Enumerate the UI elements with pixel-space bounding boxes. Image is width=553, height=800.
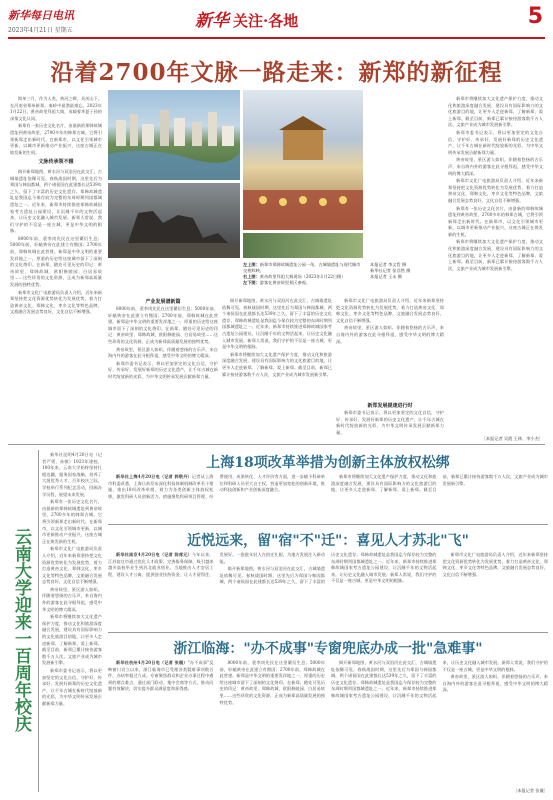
horse-statue-photo	[108, 183, 240, 258]
paragraph: 新郑市委书记表示，将以更加坚定的文化自信，守护好、传承好、发展好新郑的历史文化遗产，让千年古城在新时代绽放新的光彩，为中华文明传承发展贡献新郑力量。	[108, 360, 218, 379]
story-headline: 浙江临海："办不成事"专窗兜底办成一批"急难事"	[173, 641, 483, 657]
byline: 新华社南京4月20日电（记者 陈席元）	[116, 552, 192, 557]
main-headline: 沿着2700年文脉一路走来：新郑的新征程	[50, 59, 503, 86]
story-divider	[108, 632, 548, 633]
paragraph: 新郑市文化广电旅游局负责人介绍，近年来新郑坚持把文化资源优势转化为发展优势，着力打造黄帝文化、郑韩文化、枣乡文化等特色品牌，文旅融合发展态势良好，文化自信不断增强。	[448, 178, 543, 203]
paragraph	[108, 474, 325, 500]
ceremony-photo	[243, 90, 363, 230]
paper-brand: 新华每日电讯	[8, 9, 74, 22]
caption-line	[243, 262, 363, 274]
story-headline: 上海18项改革举措为创新主体放权松绑	[206, 455, 450, 471]
article-column-3	[222, 298, 332, 432]
paragraph	[108, 660, 214, 693]
photo-credit: 本报记者 王永 摄	[370, 274, 402, 279]
story-body	[108, 474, 548, 520]
article-column-2	[108, 306, 218, 432]
paragraph: 8000年前，裴李岗先民在这里繁衍生息；5000年前，轩辕黄帝在此建立有熊国；2700年前，郑韩故城在此营建。新郑是中华文明的重要发祥地之一，厚重的历史给这座城市留下了深刻的文化烙印。在新郑，随处可见历史的印记：黄帝故里、郑韩故城、欧阳修陵园、白居易故里……这些珍贵的文化资源，正成为新郑高质量发展的独特优势。	[10, 235, 102, 288]
paragraph: 黄帝故里，景区游人如织。伴随着悠扬的古乐声，来自海内外的游客在此寻根拜祖，感受中华文明的博大精深。	[108, 346, 218, 359]
sidebar-article	[42, 452, 102, 792]
article-column-right	[448, 96, 543, 432]
subheading: 新郑发展提速进行时	[367, 403, 413, 409]
paragraph: 新郑有一张历史文化名片，由最新的郑韩故城遗址到黄帝故里，2700多年的韩郑古城，它将引领新郑走出新时代。在新郑市，以文化引领城市更新，以城市更新推动产业振兴，这座古城正在焕发新的生机。	[42, 499, 102, 544]
paragraph: 新郑市文化广电旅游局负责人介绍，近年来新郑坚持把文化资源优势转化为发展优势，着力打造黄帝文化、郑韩文化、枣乡文化等特色品牌，文旅融合发展态势良好，文化自信不断增强。	[10, 289, 102, 315]
section-divider	[8, 444, 545, 445]
issue-date: 2023年4月21日 星期五	[8, 27, 73, 34]
paragraph: 8000年前，裴李岗先民在这里繁衍生息；5000年前，轩辕黄帝在此建立有熊国；2700年前，郑韩故城在此营建。新郑是中华文明的重要发祥地之一，厚重的历史给这座城市留下了深刻的文化烙印。在新郑，随处可见历史的印记：黄帝故里、郑韩故城、欧阳修陵园、白居易故里……这些珍贵的文化资源，正成为新郑高质量发展的独特优势。	[108, 306, 218, 344]
paragraph: 简单三月，作为人类，黄河之畔，具茨山下，在河南省郑州新郑，秦岭中最潜最难忘，2023年1月22日，黄帝故里拜祖大典，承载着华夏子孙的深情文化认同。	[10, 96, 102, 121]
caption-label: 左上图：	[243, 262, 260, 267]
story-body	[108, 660, 548, 788]
story-body	[108, 552, 548, 628]
city-illustration	[108, 90, 240, 180]
statue-illustration	[108, 183, 240, 258]
story-headline: 近悦远来，留"宿"不"迁"：喜见人才苏北"飞"	[187, 533, 469, 549]
story-text: 记者从上海市科委获悉，上海日前发布深化科技体制机制改革若干措施，推出18项改革举措，着力为各类创新主体放权松绑，激发科研人员创新活力。措施聚焦科研项目管理、经费使用、成果转化、人才评价等方面，进一步赋予科研单位和科研人员更大自主权，营造更加宽松的创新环境，推动科技创新和产业创新深度融合。	[108, 474, 325, 499]
article-column-1	[10, 96, 102, 432]
paragraph: 新华社昆明4月20日电（记者严勇、孙敏）1923年建校，100年来，云南大学始终坚持扎根边疆、服务国家战略，培养了大批优秀人才。百年校庆之际，学校举行系列纪念活动，回顾办学历程，展望未来发展。	[42, 452, 102, 497]
story-credit: ［本报记者 张璇］	[513, 788, 548, 793]
paragraph: 黄帝故里，景区游人如织。伴随着悠扬的古乐声，来自海内外的游客在此寻根拜祖，感受中华文明的博大精深。	[42, 586, 102, 612]
paragraph: 新郑市委书记表示，将以更加坚定的文化自信，守护好、传承好、发展好新郑的历史文化遗产，让千年古城在新时代绽放新的光彩，为中华文明传承发展贡献新郑力量。	[336, 410, 444, 435]
article-column-4	[336, 298, 444, 398]
paragraph: 新郑市将继续加大文化遗产保护力度，推动文化和旅游深度融合发展，建设具有国际影响力的文化旅游目的地，让更多人走进新郑、了解新郑、爱上新郑。截至目前，新郑已累计接待游客数千万人次，文旅产业成为城市发展新引擎。	[331, 474, 548, 493]
section-title	[195, 6, 298, 31]
paragraph: 新郑市将继续加大文化遗产保护力度，推动文化和旅游深度融合发展，建设具有国际影响力的文化旅游目的地，让更多人走进新郑、了解新郑、爱上新郑。截至目前，新郑已累计接待游客数千万人次，文旅产业成为城市发展新引擎。	[448, 96, 543, 128]
paragraph: 黄帝故里，景区游人如织。伴随着悠扬的古乐声，来自海内外的游客在此寻根拜祖，感受中华文明的博大精深。	[336, 325, 444, 344]
photo-credit: 新华社记者 张浩然 摄	[370, 268, 411, 273]
paragraph: 新郑市文化广电旅游局负责人介绍，近年来新郑坚持把文化资源优势转化为发展优势，着力打造黄帝文化、郑韩文化、枣乡文化等特色品牌，文旅融合发展态势良好，文化自信不断增强。	[336, 298, 444, 323]
paragraph: 新郑市文化广电旅游局负责人介绍，近年来新郑坚持把文化资源优势转化为发展优势，着力打造黄帝文化、郑韩文化、枣乡文化等特色品牌，文旅融合发展态势良好，文化自信不断增强。	[42, 546, 102, 585]
city-aerial-photo	[108, 90, 240, 180]
caption-line	[243, 280, 363, 286]
paragraph: 新郑有一张历史文化名片，由最新的郑韩故城遗址到黄帝故里，2700多年的韩郑古城，它将引领新郑走出新时代。在新郑市，以文化引领城市更新，以城市更新推动产业振兴，这座古城正在焕发新的生机。	[10, 123, 102, 155]
article-column-4b	[336, 410, 444, 435]
story-text: "办不成事"反映窗口设立以来，浙江临海市已受理各类疑难事项数百件，办结率超过九成。专窗聚焦群众和企业办事过程中遇到的堵点难点，通过部门联动、集中会商等方式，推动问题有效解决，切实提升群众满意度和获得感。	[108, 660, 214, 692]
page-header	[0, 0, 553, 48]
paragraph: 新郑市文化广电旅游局负责人介绍，近年来新郑坚持把文化资源优势转化为发展优势，着力打造黄帝文化、郑韩文化、枣乡文化等特色品牌，文旅融合发展态势良好，文化自信不断增强。	[442, 552, 548, 577]
caption-label: 左下图：	[243, 280, 260, 285]
paragraph: 新郑市将继续加大文化遗产保护力度，推动文化和旅游深度融合发展，建设具有国际影响力的文化旅游目的地，让更多人走进新郑、了解新郑、爱上新郑。截至目前，新郑已累计接待游客数千万人次，文旅产业成为城市发展新引擎。	[222, 351, 332, 377]
header-rule	[8, 37, 545, 39]
paragraph: 新郑市将继续加大文化遗产保护力度，推动文化和旅游深度融合发展，建设具有国际影响力的文化旅游目的地，让更多人走进新郑、了解新郑、爱上新郑。截至目前，新郑已累计接待游客数千万人次，文旅产业成为城市发展新引擎。	[42, 614, 102, 666]
caption-text: 黄帝故里拜祖大典现场（2023年1月22日摄）	[259, 274, 346, 279]
caption-label: 右上图：	[243, 274, 260, 279]
section-logo: 新华	[195, 11, 229, 31]
page-number: 5	[527, 4, 543, 29]
byline: 新华社上海4月20日电（记者 郭敬丹）	[116, 474, 192, 479]
paragraph: 8000年前，裴李岗先民在这里繁衍生息；5000年前，轩辕黄帝在此建立有熊国；2700年前，郑韩故城在此营建。新郑是中华文明的重要发祥地之一，厚重的历史给这座城市留下了深刻的文化烙印。在新郑，随处可见历史的印记：黄帝故里、郑韩故城、欧阳修陵园、白居易故里……这些珍贵的文化资源，正成为新郑高质量发展的独特优势。	[219, 660, 325, 705]
byline-credit: ［本报记者 吴霞 王林、李小杰］	[481, 436, 543, 441]
caption-text: 新郑市郑韩故城遗址公园一角，古城墙遗址与现代城市交相辉映。	[243, 262, 361, 273]
photo-credit-block	[370, 262, 438, 280]
sidebar-headline: 云南大学迎来一百周年校庆	[11, 528, 31, 732]
park-photo	[243, 233, 363, 258]
paragraph: 揭开新郑地图，黄水河与双洎河在此交汇，古城墙遗址依稀可见。春秋战国时期，这里先后为郑国与韩国都城，两个诸侯国在此建都长达539年之久，留下了丰富的历史文化遗存。郑韩故城遗址是我国迄今保存较为完整的东周时期列国都城遗址之一。近年来，新郑市持续推进郑韩故城国家考古遗址公园建设，让沉睡千年的文物活起来，让历史文化融入城市发展。新郑人常说，我们守护的不仅是一座古城，更是中华文明的根脉。	[331, 660, 548, 698]
paragraph: 揭开新郑地图，黄水河与双洎河在此交汇，古城墙遗址依稀可见。春秋战国时期，这里先后为郑国与韩国都城，两个诸侯国在此建都长达539年之久，留下了丰富的历史文化遗存。郑韩故城遗址是我国迄今保存较为完整的东周时期列国都城遗址之一。近年来，新郑市持续推进郑韩故城国家考古遗址公园建设，让沉睡千年的文物活起来，让历史文化融入城市发展。新郑人常说，我们守护的不仅是一座古城，更是中华文明的根脉。	[222, 298, 332, 350]
sidebar-divider	[38, 450, 39, 792]
photo-caption-block	[243, 262, 363, 286]
paragraph: 新郑市将继续加大文化遗产保护力度，推动文化和旅游深度融合发展，建设具有国际影响力的文化旅游目的地，让更多人走进新郑、了解新郑、爱上新郑。截至目前，新郑已累计接待游客数千万人次，文旅产业成为城市发展新引擎。	[448, 239, 543, 271]
caption-text: 游客在黄帝故里景区参观。	[259, 280, 311, 285]
paragraph: 黄帝故里，景区游人如织。伴随着悠扬的古乐声，来自海内外的游客在此寻根拜祖，感受中华文明的博大精深。	[448, 157, 543, 176]
ceremony-illustration	[243, 90, 363, 230]
paragraph: 黄帝故里，景区游人如织。伴随着悠扬的古乐声，来自海内外的游客在此寻根拜祖，感受中华文明的博大精深。	[442, 674, 548, 693]
paragraph: 新郑市委书记表示，将以更加坚定的文化自信，守护好、传承好、发展好新郑的历史文化遗产，让千年古城在新时代绽放新的光彩，为中华文明传承发展贡献新郑力量。	[42, 668, 102, 706]
photo-credit: 本报记者 李文哲 摄	[370, 262, 407, 267]
section-name: 关注·各地	[233, 12, 299, 30]
paragraph: 揭开新郑地图，黄水河与双洎河在此交汇，古城墙遗址依稀可见。春秋战国时期，这里先后为郑国与韩国都城，两个诸侯国在此建都长达539年之久，留下了丰富的历史文化遗存。郑韩故城遗址是我国迄今保存较为完整的东周时期列国都城遗址之一。近年来，新郑市持续推进郑韩故城国家考古遗址公园建设，让沉睡千年的文物活起来，让历史文化融入城市发展。新郑人常说，我们守护的不仅是一座古城，更是中华文明的根脉。	[10, 168, 102, 234]
story-text: 今年以来，江苏宿迁市通过优化人才政策、完善服务保障，吸引越来越多高校毕业生到苏北就业创业。当地推出人才安居工程，建设人才公寓，提供创业扶持资金，让人才留得住、发展好。一批批年轻人在宿迁扎根，为地方发展注入新动能。	[108, 552, 325, 577]
subheading: 产业发展谱新篇	[145, 299, 181, 305]
paragraph: 新郑有一张历史文化名片，由最新的郑韩故城遗址到黄帝故里，2700多年的韩郑古城，它将引领新郑走出新时代。在新郑市，以文化引领城市更新，以城市更新推动产业振兴，这座古城正在焕发新的生机。	[448, 205, 543, 237]
paragraph: 揭开新郑地图，黄水河与双洎河在此交汇，古城墙遗址依稀可见。春秋战国时期，这里先后为郑国与韩国都城，两个诸侯国在此建都长达539年之久，留下了丰富的历史文化遗存。郑韩故城遗址是我国迄今保存较为完整的东周时期列国都城遗址之一。近年来，新郑市持续推进郑韩故城国家考古遗址公园建设，让沉睡千年的文物活起来，让历史文化融入城市发展。新郑人常说，我们守护的不仅是一座古城，更是中华文明的根脉。	[219, 552, 437, 585]
story-divider	[108, 524, 548, 525]
byline: 新华社杭州4月20日电（记者 张璇）	[116, 660, 188, 665]
paragraph: 新郑市委书记表示，将以更加坚定的文化自信，守护好、传承好、发展好新郑的历史文化遗产，让千年古城在新时代绽放新的光彩，为中华文明传承发展贡献新郑力量。	[448, 129, 543, 155]
header-left	[8, 7, 74, 34]
subheading: 文脉传承领不辍	[38, 159, 74, 166]
